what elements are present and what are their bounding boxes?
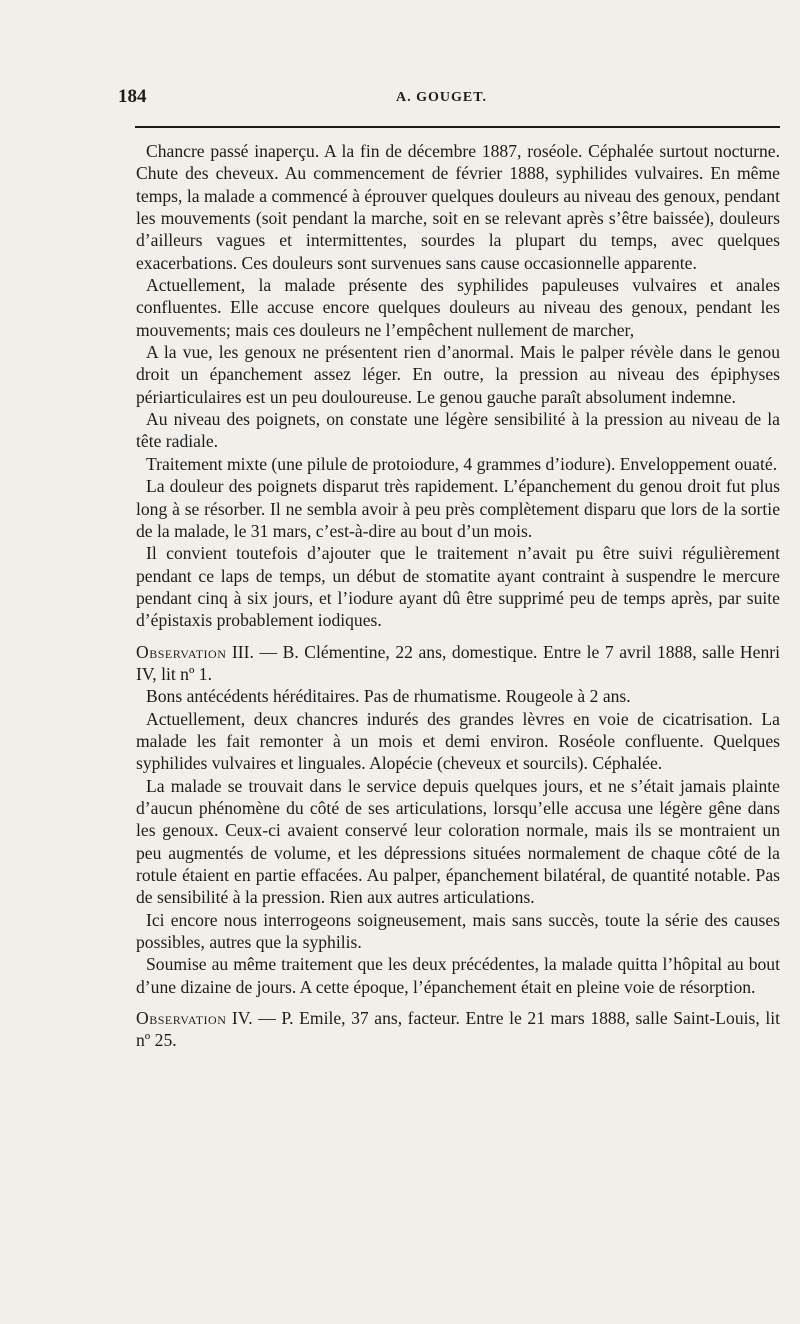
paragraph: La douleur des poignets disparut très rapidement. L’épanchement du genou droit fut plus long à se résorber. Il ne sembla avoir à peu près complètement disparu que lors de la sortie de la malade, le 31 mars, c’est-à-dire au bout d’un mois. xyxy=(136,476,780,541)
paragraph: Traitement mixte (une pilule de protoiodure, 4 grammes d’iodure). Enveloppement ouaté. xyxy=(146,453,778,474)
observation-text: IV. — P. Emile, 37 ans, facteur. Entre le 21 mars 1888, salle Saint-Louis, lit nº 25. xyxy=(136,1008,780,1051)
paragraph: Actuellement, la malade présente des syphilides papuleuses vulvaires et anales confluentes. Elle accuse encore quelques douleurs au niveau des genoux, pendant les mouvements; mais ces douleurs ne l’empêchent nullement de marcher, xyxy=(136,275,780,340)
paragraph: Soumise au même traitement que les deux précédentes, la malade quitta l’hôpital au bout d’une dizaine de jours. A cette époque, l’épanchement était en pleine voie de résorption. xyxy=(136,954,780,997)
observation-label: Observation xyxy=(136,1008,227,1029)
paragraph: Actuellement, deux chancres indurés des grandes lèvres en voie de cicatrisation. La malade les fait remonter à un mois et demi environ. Roséole confluente. Quelques syphilides vulvaires et linguales. Alopécie (cheveux et sourcils). Céphalée. xyxy=(136,708,780,774)
observation-label: Observation xyxy=(136,641,227,662)
paragraph: La malade se trouvait dans le service depuis quelques jours, et ne s’était jamais plainte d’aucun phénomène du côté de ses articulations, lorsqu’elle accusa une légère gêne dans les genoux. Ceux-ci avaient conservé leur coloration normale, mais ils se montraient un peu augmentés de volume, et les dépressions situées normalement de chaque côté de la rotule étaient en partie effacées. Au palper, épanchement bilatéral, de quantité notable. Pas de sensibilité à la pression. Rien aux autres articulations. xyxy=(136,775,780,908)
paragraph: Il convient toutefois d’ajouter que le traitement n’avait pu être suivi régulièrement pendant ce laps de temps, un début de stomatite ayant contraint à suspendre le mercure pendant cinq à six jours, et l’iodure ayant dû être supprimé peu de temps après, par suite d’épistaxis probablement iodiques. xyxy=(136,543,780,631)
paragraph: Au niveau des poignets, on constate une légère sensibilité à la pression au niveau de la tête radiale. xyxy=(136,409,780,452)
running-head: A. GOUGET. xyxy=(396,90,488,105)
observation-text: III. — B. Clémentine, 22 ans, domestique. Entre le 7 avril 1888, salle Henri IV, lit nº 1. xyxy=(136,641,780,684)
body-text xyxy=(136,140,780,1052)
paragraph: Ici encore nous interrogeons soigneusement, mais sans succès, toute la série des causes possibles, autres que la syphilis. xyxy=(136,909,780,953)
header-rule xyxy=(135,126,780,128)
page-header xyxy=(118,86,780,112)
page-number: 184 xyxy=(118,86,147,107)
observation-heading xyxy=(136,641,780,686)
paragraph: A la vue, les genoux ne présentent rien d’anormal. Mais le palper révèle dans le genou droit un épanchement assez léger. En outre, la pression au niveau des épiphyses périarticulaires est un peu douloureuse. Le genou gauche paraît absolument indemne. xyxy=(136,342,780,407)
observation-heading xyxy=(136,1007,780,1052)
paragraph: Chancre passé inaperçu. A la fin de décembre 1887, roséole. Céphalée surtout nocturne. Chute des cheveux. Au commencement de février 1888, syphilides vulvaires. En même temps, la malade a commencé à éprouver quelques douleurs au niveau des genoux, pendant les mouvements (soit pendant la marche, soit en se relevant après s’être baissée), douleurs d’ailleurs vagues et intermittentes, sourdes la plupart du temps, avec quelques exacerbations. Ces douleurs sont survenues sans cause occasionnelle apparente. xyxy=(136,141,780,273)
paragraph: Bons antécédents héréditaires. Pas de rhumatisme. Rougeole à 2 ans. xyxy=(146,686,631,707)
